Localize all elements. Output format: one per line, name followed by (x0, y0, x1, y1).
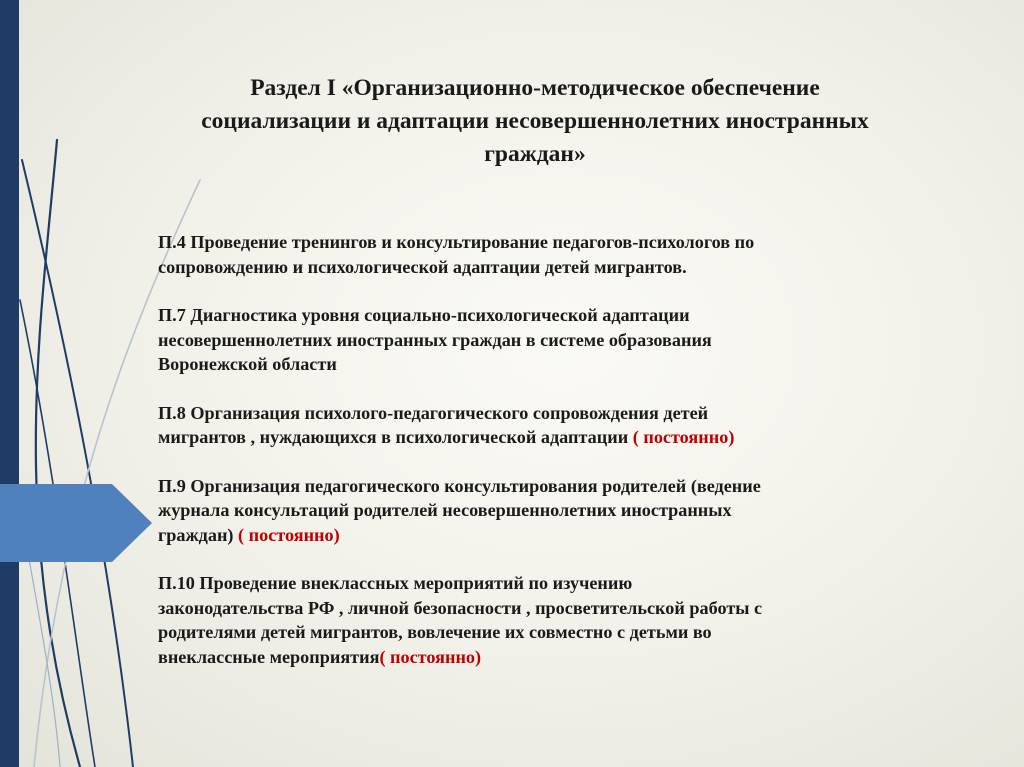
item-line (158, 645, 958, 670)
item-p10 (158, 571, 958, 669)
item-line: П.8 Организация психолого-педагогического сопровождения детей (158, 402, 709, 423)
item-line: журнала консультаций родителей несовершеннолетних иностранных (158, 500, 732, 520)
item-line: П.7 Диагностика уровня социально-психологической адаптации (158, 305, 690, 325)
item-line: П.10 Проведение внеклассных мероприятий по изучению (158, 573, 633, 593)
item-text: мигрантов , нуждающихся в психологической адаптации (158, 427, 633, 447)
item-line: сопровождению и психологической адаптации детей мигрантов. (158, 256, 687, 277)
title-line: граждан» (484, 141, 586, 167)
item-p8 (158, 401, 958, 450)
item-line: родителями детей мигрантов, вовлечение их совместно с детьми во (158, 622, 712, 642)
item-text: внеклассные мероприятия (158, 646, 380, 667)
status-constant-label: ( постоянно) (238, 524, 340, 545)
status-constant-label: ( постоянно) (632, 427, 735, 447)
item-line: П.4 Проведение тренингов и консультирование педагогов-психологов по (158, 232, 755, 252)
slide-title (120, 72, 950, 171)
left-bar (0, 0, 19, 767)
status-constant-label: ( постоянно) (379, 646, 482, 667)
item-line: Воронежской области (158, 354, 337, 374)
title-line: Раздел I «Организационно-методическое обеспечение (250, 75, 820, 101)
decor-curve (36, 140, 80, 767)
item-line: законодательства РФ , личной безопасности , просветительской работы с (158, 597, 763, 618)
title-line: социализации и адаптации несовершеннолетних иностранных (201, 108, 869, 134)
item-p4 (158, 230, 958, 279)
item-line (158, 425, 958, 450)
items-list (158, 230, 958, 693)
item-p7 (158, 303, 958, 377)
item-p9 (158, 474, 958, 548)
item-line: П.9 Организация педагогического консультирования родителей (ведение (158, 475, 761, 496)
decor-curve (22, 160, 133, 767)
blue-arrow-shape (0, 484, 152, 562)
item-line (158, 523, 958, 548)
item-line: несовершеннолетних иностранных граждан в системе образования (158, 329, 712, 350)
item-text: граждан) (158, 524, 239, 545)
